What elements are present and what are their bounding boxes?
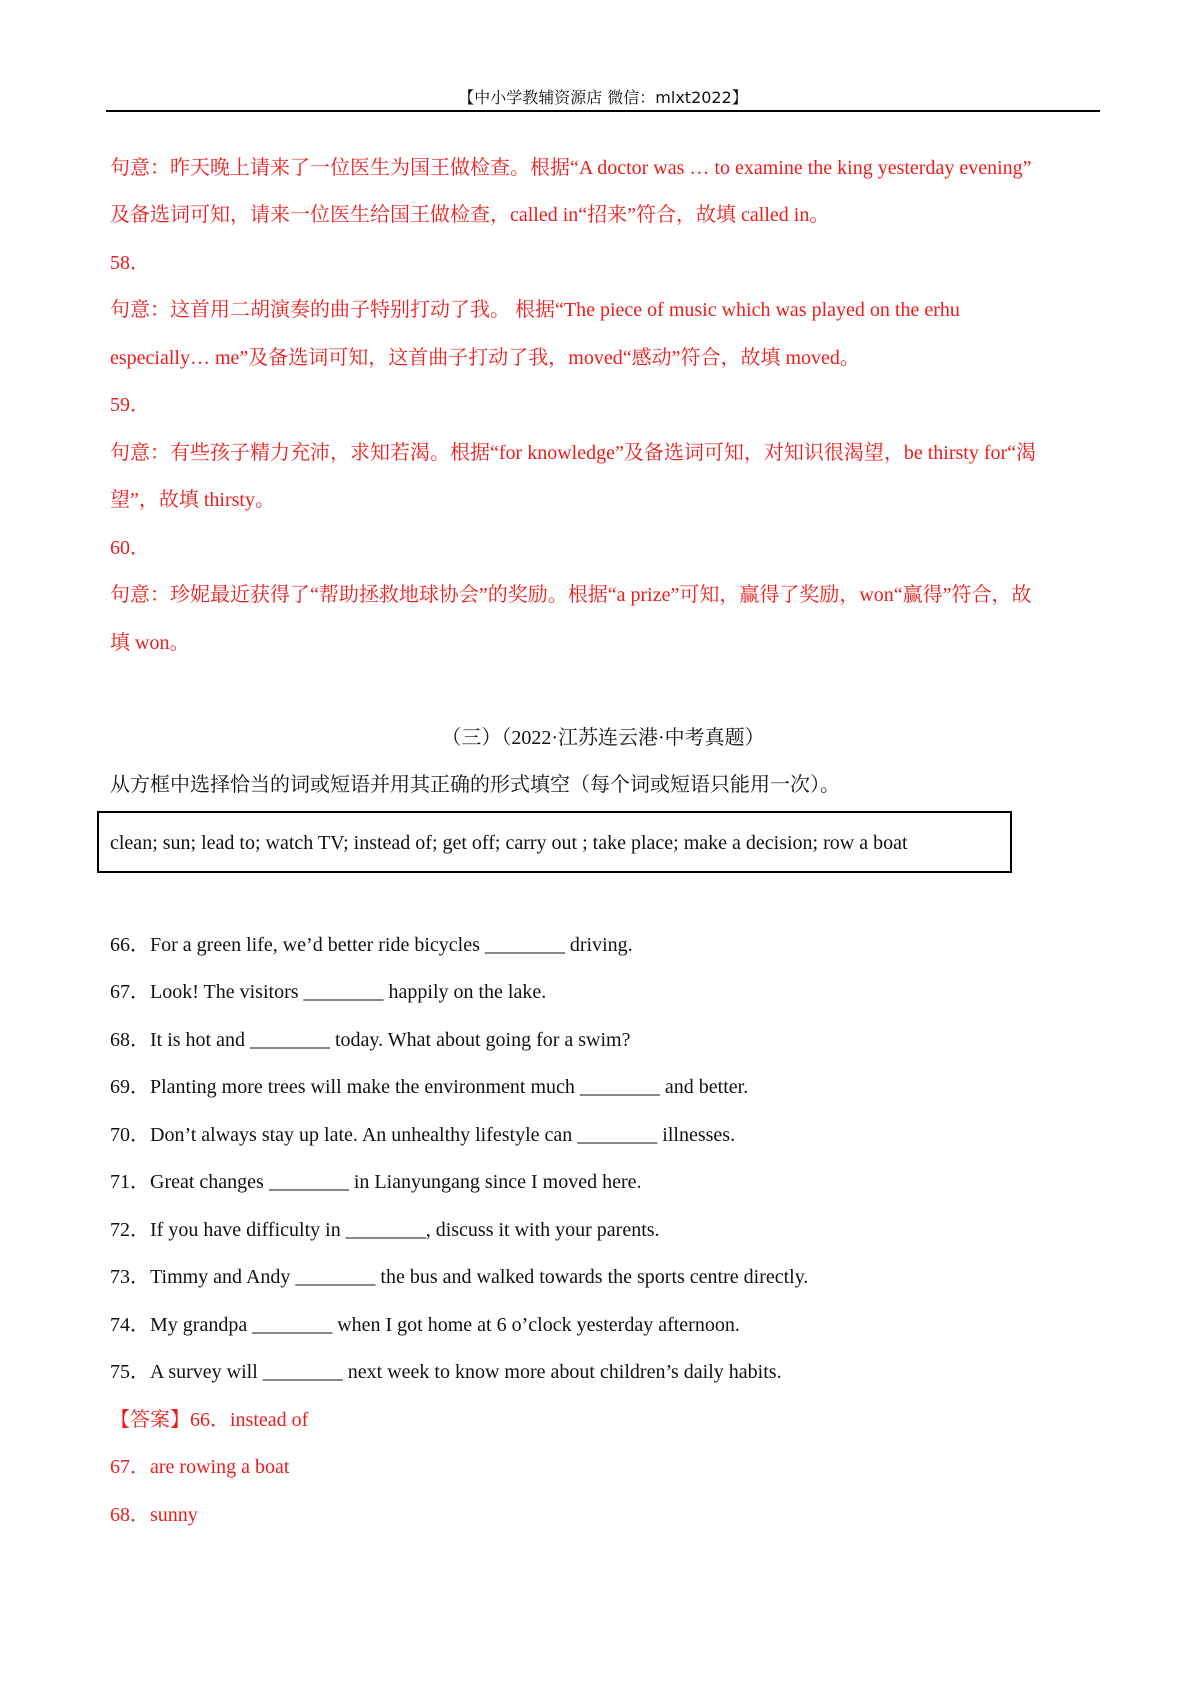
explanation-line: 句意：昨天晚上请来了一位医生为国王做检查。根据“A doctor was … to examine the king yesterday evening” [110, 157, 1032, 179]
question-text: It is hot and ________ today. What about going for a swim? [150, 1029, 631, 1051]
question-text: Look! The visitors ________ happily on the lake. [150, 981, 547, 1003]
question-number: 74． [110, 1314, 150, 1336]
word-box [97, 811, 1012, 873]
answer-line: 68．sunny [110, 1504, 198, 1526]
explanation-line: 及备选词可知，请来一位医生给国王做检查，called in“招来”符合，故填 called in。 [110, 204, 830, 226]
header-divider [106, 110, 1100, 112]
explanation-line: especially… me”及备选词可知，这首曲子打动了我，moved“感动”符合，故填 moved。 [110, 347, 860, 369]
question-item [110, 1217, 660, 1243]
question-item [110, 1312, 740, 1338]
question-number: 66． [110, 934, 150, 956]
question-number: 68． [110, 1029, 150, 1051]
question-text: Planting more trees will make the environment much ________ and better. [150, 1076, 749, 1098]
question-number: 73． [110, 1266, 150, 1288]
section-instruction: 从方框中选择恰当的词或短语并用其正确的形式填空（每个词或短语只能用一次）。 [110, 774, 840, 796]
page-header: 【中小学教辅资源店 微信：mlxt2022】 [458, 88, 748, 107]
answer-line: 67．are rowing a boat [110, 1456, 290, 1478]
question-number: 71． [110, 1171, 150, 1193]
explanation-line: 句意：这首用二胡演奏的曲子特别打动了我。 根据“The piece of music which was played on the erhu [110, 299, 960, 321]
explanation-line: 填 won。 [110, 632, 190, 654]
question-text: For a green life, we’d better ride bicycles ________ driving. [150, 934, 633, 956]
question-item [110, 1122, 735, 1148]
question-item [110, 1074, 748, 1100]
question-number: 75． [110, 1361, 150, 1383]
section-title: （三）（2022·江苏连云港·中考真题） [441, 727, 765, 749]
question-text: Don’t always stay up late. An unhealthy lifestyle can ________ illnesses. [150, 1124, 736, 1146]
question-text: Timmy and Andy ________ the bus and walked towards the sports centre directly. [150, 1266, 809, 1288]
question-text: A survey will ________ next week to know more about children’s daily habits. [150, 1361, 782, 1383]
question-item [110, 979, 546, 1005]
question-item [110, 1359, 782, 1385]
question-number: 72． [110, 1219, 150, 1241]
explanation-line: 望”，故填 thirsty。 [110, 489, 275, 511]
question-number: 70． [110, 1124, 150, 1146]
question-number-58: 58． [110, 252, 150, 274]
question-text: My grandpa ________ when I got home at 6 o’clock yesterday afternoon. [150, 1314, 740, 1336]
word-box-text: clean; sun; lead to; watch TV; instead of; get off; carry out ; take place; make a decision; row a boat [110, 832, 908, 854]
question-text: Great changes ________ in Lianyungang since I moved here. [150, 1171, 642, 1193]
question-number: 67． [110, 981, 150, 1003]
question-number-60: 60． [110, 537, 150, 559]
question-number: 69． [110, 1076, 150, 1098]
question-item [110, 1169, 642, 1195]
answer-line: 【答案】66．instead of [110, 1409, 309, 1431]
question-item [110, 1027, 630, 1053]
question-item [110, 932, 633, 958]
question-item [110, 1264, 808, 1290]
question-text: If you have difficulty in ________, discuss it with your parents. [150, 1219, 660, 1241]
explanation-line: 句意：珍妮最近获得了“帮助拯救地球协会”的奖励。根据“a prize”可知，赢得了奖励，won“赢得”符合，故 [110, 584, 1032, 606]
question-number-59: 59． [110, 394, 150, 416]
explanation-line: 句意：有些孩子精力充沛，求知若渴。根据“for knowledge”及备选词可知，对知识很渴望，be thirsty for“渴 [110, 442, 1037, 464]
